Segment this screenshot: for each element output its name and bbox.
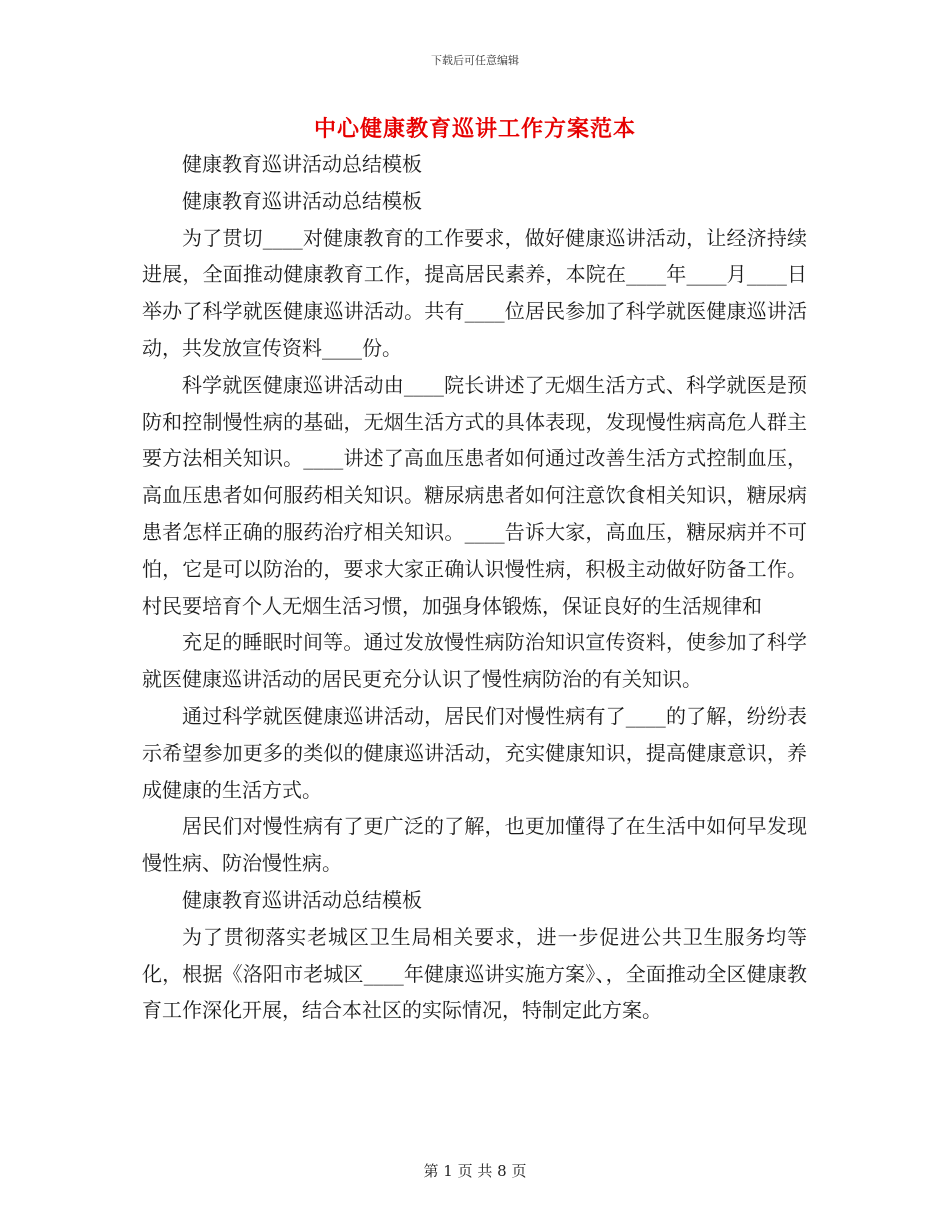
paragraph-subtitle-1: 健康教育巡讲活动总结模板 [182, 152, 422, 176]
paragraph-effect: 通过科学就医健康巡讲活动，居民们对慢性病有了____的了解，纷纷表示希望参加更多的类似的健康巡讲活动，充实健康知识，提高健康意识，养成健康的生活方式。 [142, 703, 807, 802]
paragraph-subtitle-2: 健康教育巡讲活动总结模板 [182, 188, 422, 213]
paragraph-subtitle-3: 健康教育巡讲活动总结模板 [182, 887, 422, 912]
paragraph-lecture-content: 科学就医健康巡讲活动由____院长讲述了无烟生活方式、科学就医是预防和控制慢性病的基础，无烟生活方式的具体表现，发现慢性病高危人群主要方法相关知识。____讲述了高血压患者如何通过改善生活方式控制血压，高血压患者如何服药相关知识。糖尿病患者如何注意饮食相关知识，糖尿病患者怎样正确的服药治疗相关知识。____告诉大家，高血压，糖尿病并不可怕，它是可以防治的，要求大家正确认识慢性病，积极主动做好防备工作。村民要培育个人无烟生活习惯，加强身体锻炼，保证良好的生活规律和 [142, 372, 807, 618]
page-footer: 第 1 页 共 8 页 [423, 1162, 527, 1180]
paragraph-intro: 为了贯切____对健康教育的工作要求，做好健康巡讲活动，让经济持续进展，全面推动健康教育工作，提高居民素养，本院在____年____月____日举办了科学就医健康巡讲活动。共有____位居民参加了科学就医健康巡讲活动，共发放宣传资料____份。 [142, 225, 807, 360]
document-title: 中心健康教育巡讲工作方案范本 [313, 116, 636, 142]
paragraph-plan: 为了贯彻落实老城区卫生局相关要求，进一步促进公共卫生服务均等化，根据《洛阳市老城区____年健康巡讲实施方案》、，全面推动全区健康教育工作深化开展，结合本社区的实际情况，特制定此方案。 [142, 924, 807, 1023]
paragraph-understanding: 居民们对慢性病有了更广泛的了解，也更加懂得了在生活中如何早发现慢性病、防治慢性病。 [142, 814, 807, 876]
page-header-note: 下载后可任意编辑 [431, 54, 519, 67]
paragraph-materials: 充足的睡眠时间等。通过发放慢性病防治知识宣传资料，使参加了科学就医健康巡讲活动的居民更充分认识了慢性病防治的有关知识。 [142, 630, 807, 692]
document-body [142, 146, 807, 1029]
